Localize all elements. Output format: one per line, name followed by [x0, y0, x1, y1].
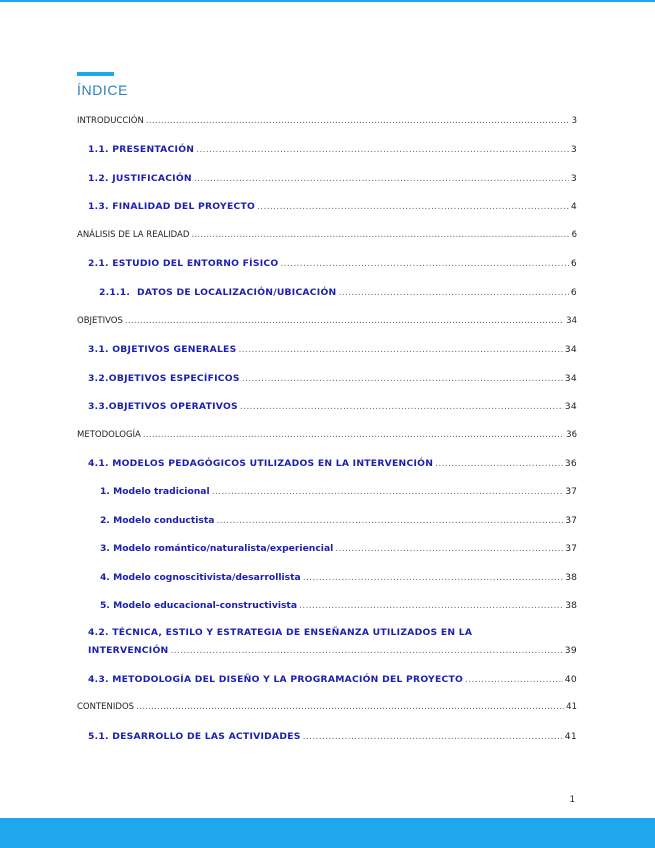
toc-entry-contenidos[interactable] — [0, 702, 655, 715]
toc-entry-label: 3.1. OBJETIVOS GENERALES — [88, 344, 237, 355]
toc-entry-modelo-3[interactable] — [0, 543, 655, 556]
toc-entry-page: 4 — [570, 201, 577, 212]
toc-entry-label: 5.1. DESARROLLO DE LAS ACTIVIDADES — [88, 731, 301, 742]
toc-entry-5-1[interactable] — [0, 731, 655, 744]
toc-entry-introduccion[interactable] — [0, 116, 655, 129]
dot-leader — [194, 173, 569, 182]
toc-entry-objetivos[interactable] — [0, 316, 655, 329]
toc-entry-page: 34 — [564, 344, 577, 355]
toc-entry-page: 41 — [566, 702, 577, 712]
toc-entry-label: OBJETIVOS — [77, 316, 123, 326]
dot-leader — [136, 702, 564, 711]
toc-entry-4-2-line1[interactable]: 4.2. TÉCNICA, ESTILO Y ESTRATEGIA DE ENSEÑANZA UTILIZADOS EN LA — [88, 627, 473, 638]
dot-leader — [435, 458, 563, 467]
toc-entry-2-1-1[interactable] — [0, 287, 655, 300]
toc-entry-4-2[interactable] — [0, 645, 655, 658]
toc-entry-page: 37 — [565, 515, 577, 526]
toc-entry-label: 4.1. MODELOS PEDAGÓGICOS UTILIZADOS EN LA INTERVENCIÓN — [88, 458, 434, 469]
toc-entry-page: 6 — [570, 258, 577, 269]
toc-entry-page: 39 — [564, 645, 577, 656]
top-accent-rule — [0, 0, 655, 2]
toc-entry-page: 3 — [570, 144, 577, 155]
toc-entry-page: 3 — [571, 116, 577, 126]
dot-leader — [238, 344, 562, 353]
dot-leader — [191, 230, 569, 239]
toc-entry-1-3[interactable] — [0, 201, 655, 214]
toc-entry-2-1[interactable] — [0, 258, 655, 271]
dot-leader — [465, 674, 563, 683]
toc-entry-page: 36 — [566, 430, 577, 440]
dot-leader — [146, 116, 570, 125]
toc-entry-1-1[interactable] — [0, 144, 655, 157]
toc-entry-label: 1.3. FINALIDAD DEL PROYECTO — [88, 201, 256, 212]
toc-entry-page: 37 — [565, 543, 577, 554]
toc-entry-page: 38 — [565, 600, 577, 611]
toc-entry-label: 4.3. METODOLOGÍA DEL DISEÑO Y LA PROGRAMACIÓN DEL PROYECTO — [88, 674, 464, 685]
toc-entry-label: INTERVENCIÓN — [88, 645, 169, 656]
toc-entry-page: 6 — [571, 230, 577, 240]
toc-entry-1-2[interactable] — [0, 173, 655, 186]
toc-entry-page: 37 — [565, 486, 577, 497]
toc-entry-page: 34 — [564, 401, 577, 412]
dot-leader — [125, 316, 564, 325]
page-number: 1 — [569, 795, 575, 805]
toc-entry-modelo-4[interactable] — [0, 572, 655, 585]
toc-entry-metodologia[interactable] — [0, 430, 655, 443]
dot-leader — [335, 543, 563, 552]
toc-entry-page: 34 — [566, 316, 577, 326]
toc-entry-label: 1.2. JUSTIFICACIÓN — [88, 173, 192, 184]
toc-entry-modelo-5[interactable] — [0, 600, 655, 613]
toc-entry-label: INTRODUCCIÓN — [77, 116, 144, 126]
dot-leader — [299, 600, 563, 609]
toc-entry-modelo-1[interactable] — [0, 486, 655, 499]
toc-entry-label: 2.1.1. DATOS DE LOCALIZACIÓN/UBICACIÓN — [99, 287, 337, 298]
dot-leader — [212, 486, 564, 495]
toc-entry-page: 38 — [565, 572, 577, 583]
dot-leader — [196, 144, 569, 153]
toc-entry-label: 1.1. PRESENTACIÓN — [88, 144, 195, 155]
dot-leader — [303, 572, 564, 581]
toc-entry-4-1[interactable] — [0, 458, 655, 471]
dot-leader — [338, 287, 568, 296]
title-accent-bar — [77, 72, 114, 76]
dot-leader — [257, 201, 569, 210]
toc-entry-3-3[interactable] — [0, 401, 655, 414]
toc-entry-label: CONTENIDOS — [77, 702, 135, 712]
toc-entry-page: 3 — [570, 173, 577, 184]
toc-entry-page: 41 — [564, 731, 577, 742]
footer-band — [0, 818, 655, 848]
toc-entry-page: 34 — [564, 373, 577, 384]
toc-entry-4-3[interactable] — [0, 674, 655, 687]
dot-leader — [143, 430, 564, 439]
toc-entry-page: 40 — [564, 674, 577, 685]
toc-entry-label: 4. Modelo cognoscitivista/desarrollista — [100, 572, 301, 583]
toc-entry-label: 2.1. ESTUDIO DEL ENTORNO FÍSICO — [88, 258, 279, 269]
dot-leader — [303, 731, 563, 740]
toc-entry-label: METODOLOGÍA — [77, 430, 141, 440]
toc-entry-analisis[interactable] — [0, 230, 655, 243]
toc-entry-3-2[interactable] — [0, 373, 655, 386]
dot-leader — [242, 373, 563, 382]
dot-leader — [216, 515, 563, 524]
dot-leader — [280, 258, 568, 267]
toc-entry-label: 3.3.OBJETIVOS OPERATIVOS — [88, 401, 238, 412]
toc-entry-label: ANÁLISIS DE LA REALIDAD — [77, 230, 190, 240]
toc-entry-page: 36 — [564, 458, 577, 469]
toc-entry-label: 5. Modelo educacional-constructivista — [100, 600, 298, 611]
toc-entry-label: 3.2.OBJETIVOS ESPECÍFICOS — [88, 373, 240, 384]
toc-entry-label: 2. Modelo conductista — [100, 515, 215, 526]
toc-entry-label: 3. Modelo romántico/naturalista/experiencial — [100, 543, 334, 554]
toc-entry-page: 6 — [570, 287, 577, 298]
toc-entry-modelo-2[interactable] — [0, 515, 655, 528]
dot-leader — [240, 401, 563, 410]
page-title: ÍNDICE — [77, 82, 129, 98]
toc-entry-3-1[interactable] — [0, 344, 655, 357]
dot-leader — [170, 645, 562, 654]
toc-entry-label: 1. Modelo tradicional — [100, 486, 210, 497]
